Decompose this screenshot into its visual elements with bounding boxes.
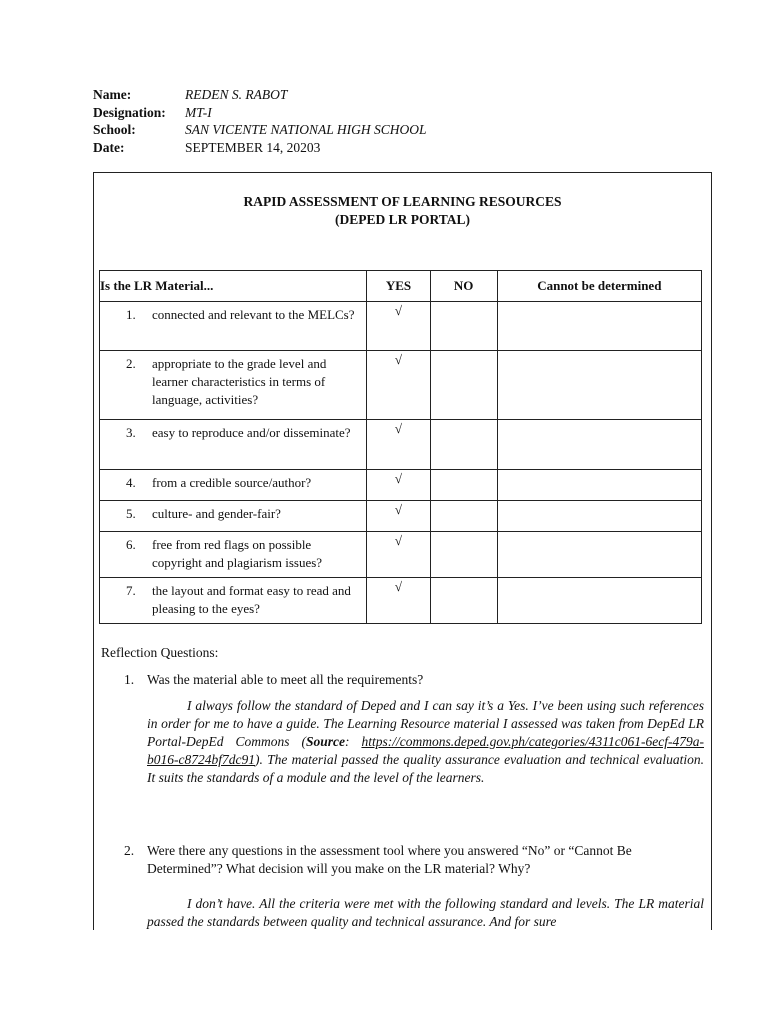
criteria-text: the layout and format easy to read and pleasing to the eyes? <box>152 583 351 616</box>
date-label: Date: <box>93 139 125 155</box>
question-1 <box>124 671 704 689</box>
no-cell <box>430 470 497 501</box>
date-row <box>93 139 427 157</box>
criteria-number: 6. <box>126 537 136 552</box>
table-row <box>100 501 702 532</box>
criteria-cell <box>100 351 367 420</box>
cbd-cell <box>497 578 701 624</box>
school-label: School: <box>93 122 136 137</box>
cbd-cell <box>497 501 701 532</box>
school-row <box>93 121 427 139</box>
criteria-number: 2. <box>126 356 136 371</box>
yes-cell: √ <box>367 470 430 501</box>
cbd-cell <box>497 351 701 420</box>
criteria-number: 1. <box>126 307 136 322</box>
date-value: SEPTEMBER 14, 20203 <box>185 139 321 155</box>
col-header-yes: YES <box>367 271 430 302</box>
reflection-heading: Reflection Questions: <box>101 645 219 660</box>
question-text: Was the material able to meet all the requirements? <box>147 672 424 687</box>
school-value: SAN VICENTE NATIONAL HIGH SCHOOL <box>185 122 427 137</box>
cbd-cell <box>497 302 701 351</box>
no-cell <box>430 578 497 624</box>
name-label: Name: <box>93 87 132 102</box>
answer-1 <box>147 697 704 787</box>
name-row <box>93 86 427 104</box>
table-row <box>100 470 702 501</box>
cbd-cell <box>497 470 701 501</box>
no-cell <box>430 302 497 351</box>
table-row <box>100 532 702 578</box>
yes-cell: √ <box>367 532 430 578</box>
table-row <box>100 420 702 470</box>
criteria-text: appropriate to the grade level and learner characteristics in terms of language, activities? <box>152 356 327 407</box>
criteria-number: 5. <box>126 506 136 521</box>
col-header-no: NO <box>430 271 497 302</box>
answer-1-part-2: ). The material passed the quality assurance evaluation and technical evaluation. It suits the standards of a module and the level of the learners. <box>147 752 704 785</box>
title-line-1: RAPID ASSESSMENT OF LEARNING RESOURCES <box>243 194 562 209</box>
col-header-cannot-determine: Cannot be determined <box>497 271 701 302</box>
no-cell <box>430 420 497 470</box>
question-number: 1. <box>124 672 135 687</box>
designation-value: MT-I <box>185 104 212 120</box>
source-colon: : <box>344 734 362 749</box>
criteria-number: 4. <box>126 475 136 490</box>
source-link[interactable]: https://commons.deped.gov.ph/categories/4311c061-6ecf-479a-b016-c8724bf7dc91 <box>147 734 704 767</box>
question-2 <box>124 842 704 878</box>
table-row <box>100 578 702 624</box>
answer-2-text: I don’t have. All the criteria were met with the following standard and levels. The LR material passed the standards between quality and technical assurance. And for sure <box>147 896 704 929</box>
title-line-2: (DEPED LR PORTAL) <box>334 212 471 227</box>
criteria-text: connected and relevant to the MELCs? <box>152 307 355 322</box>
answer-1-part-1: I always follow the standard of Deped and I can say it’s a Yes. I’ve been using such references in order for me to have a guide. The Learning Resource material I assessed was taken from DepEd LR Portal-DepEd Commons ( <box>147 698 704 749</box>
criteria-text: culture- and gender-fair? <box>152 506 281 521</box>
name-value: REDEN S. RABOT <box>185 87 288 102</box>
table-row <box>100 351 702 420</box>
answer-2 <box>147 895 704 930</box>
question-number: 2. <box>124 843 135 858</box>
cbd-cell <box>497 420 701 470</box>
yes-cell: √ <box>367 578 430 624</box>
criteria-cell <box>100 420 367 470</box>
designation-label: Designation: <box>93 104 166 120</box>
document-title <box>94 193 711 229</box>
source-label: Source <box>305 734 345 749</box>
no-cell <box>430 501 497 532</box>
yes-cell: √ <box>367 351 430 420</box>
no-cell <box>430 532 497 578</box>
cbd-cell <box>497 532 701 578</box>
criteria-text: easy to reproduce and/or disseminate? <box>152 425 351 440</box>
assessment-table <box>99 270 702 624</box>
yes-cell: √ <box>367 501 430 532</box>
criteria-cell <box>100 470 367 501</box>
no-cell <box>430 351 497 420</box>
table-header-row <box>100 271 702 302</box>
yes-cell: √ <box>367 420 430 470</box>
assessment-frame <box>93 172 712 930</box>
criteria-number: 3. <box>126 425 136 440</box>
designation-row <box>93 104 427 122</box>
criteria-number: 7. <box>126 583 136 598</box>
criteria-cell <box>100 578 367 624</box>
document-header <box>93 86 427 156</box>
criteria-cell <box>100 501 367 532</box>
criteria-cell <box>100 302 367 351</box>
criteria-text: free from red flags on possible copyright and plagiarism issues? <box>152 537 323 570</box>
yes-cell: √ <box>367 302 430 351</box>
question-text: Were there any questions in the assessment tool where you answered “No” or “Cannot Be Determined”? What decision will you make on the LR material? Why? <box>147 843 632 876</box>
criteria-text: from a credible source/author? <box>152 475 312 490</box>
criteria-cell <box>100 532 367 578</box>
col-header-criteria: Is the LR Material... <box>100 271 367 302</box>
table-row <box>100 302 702 351</box>
